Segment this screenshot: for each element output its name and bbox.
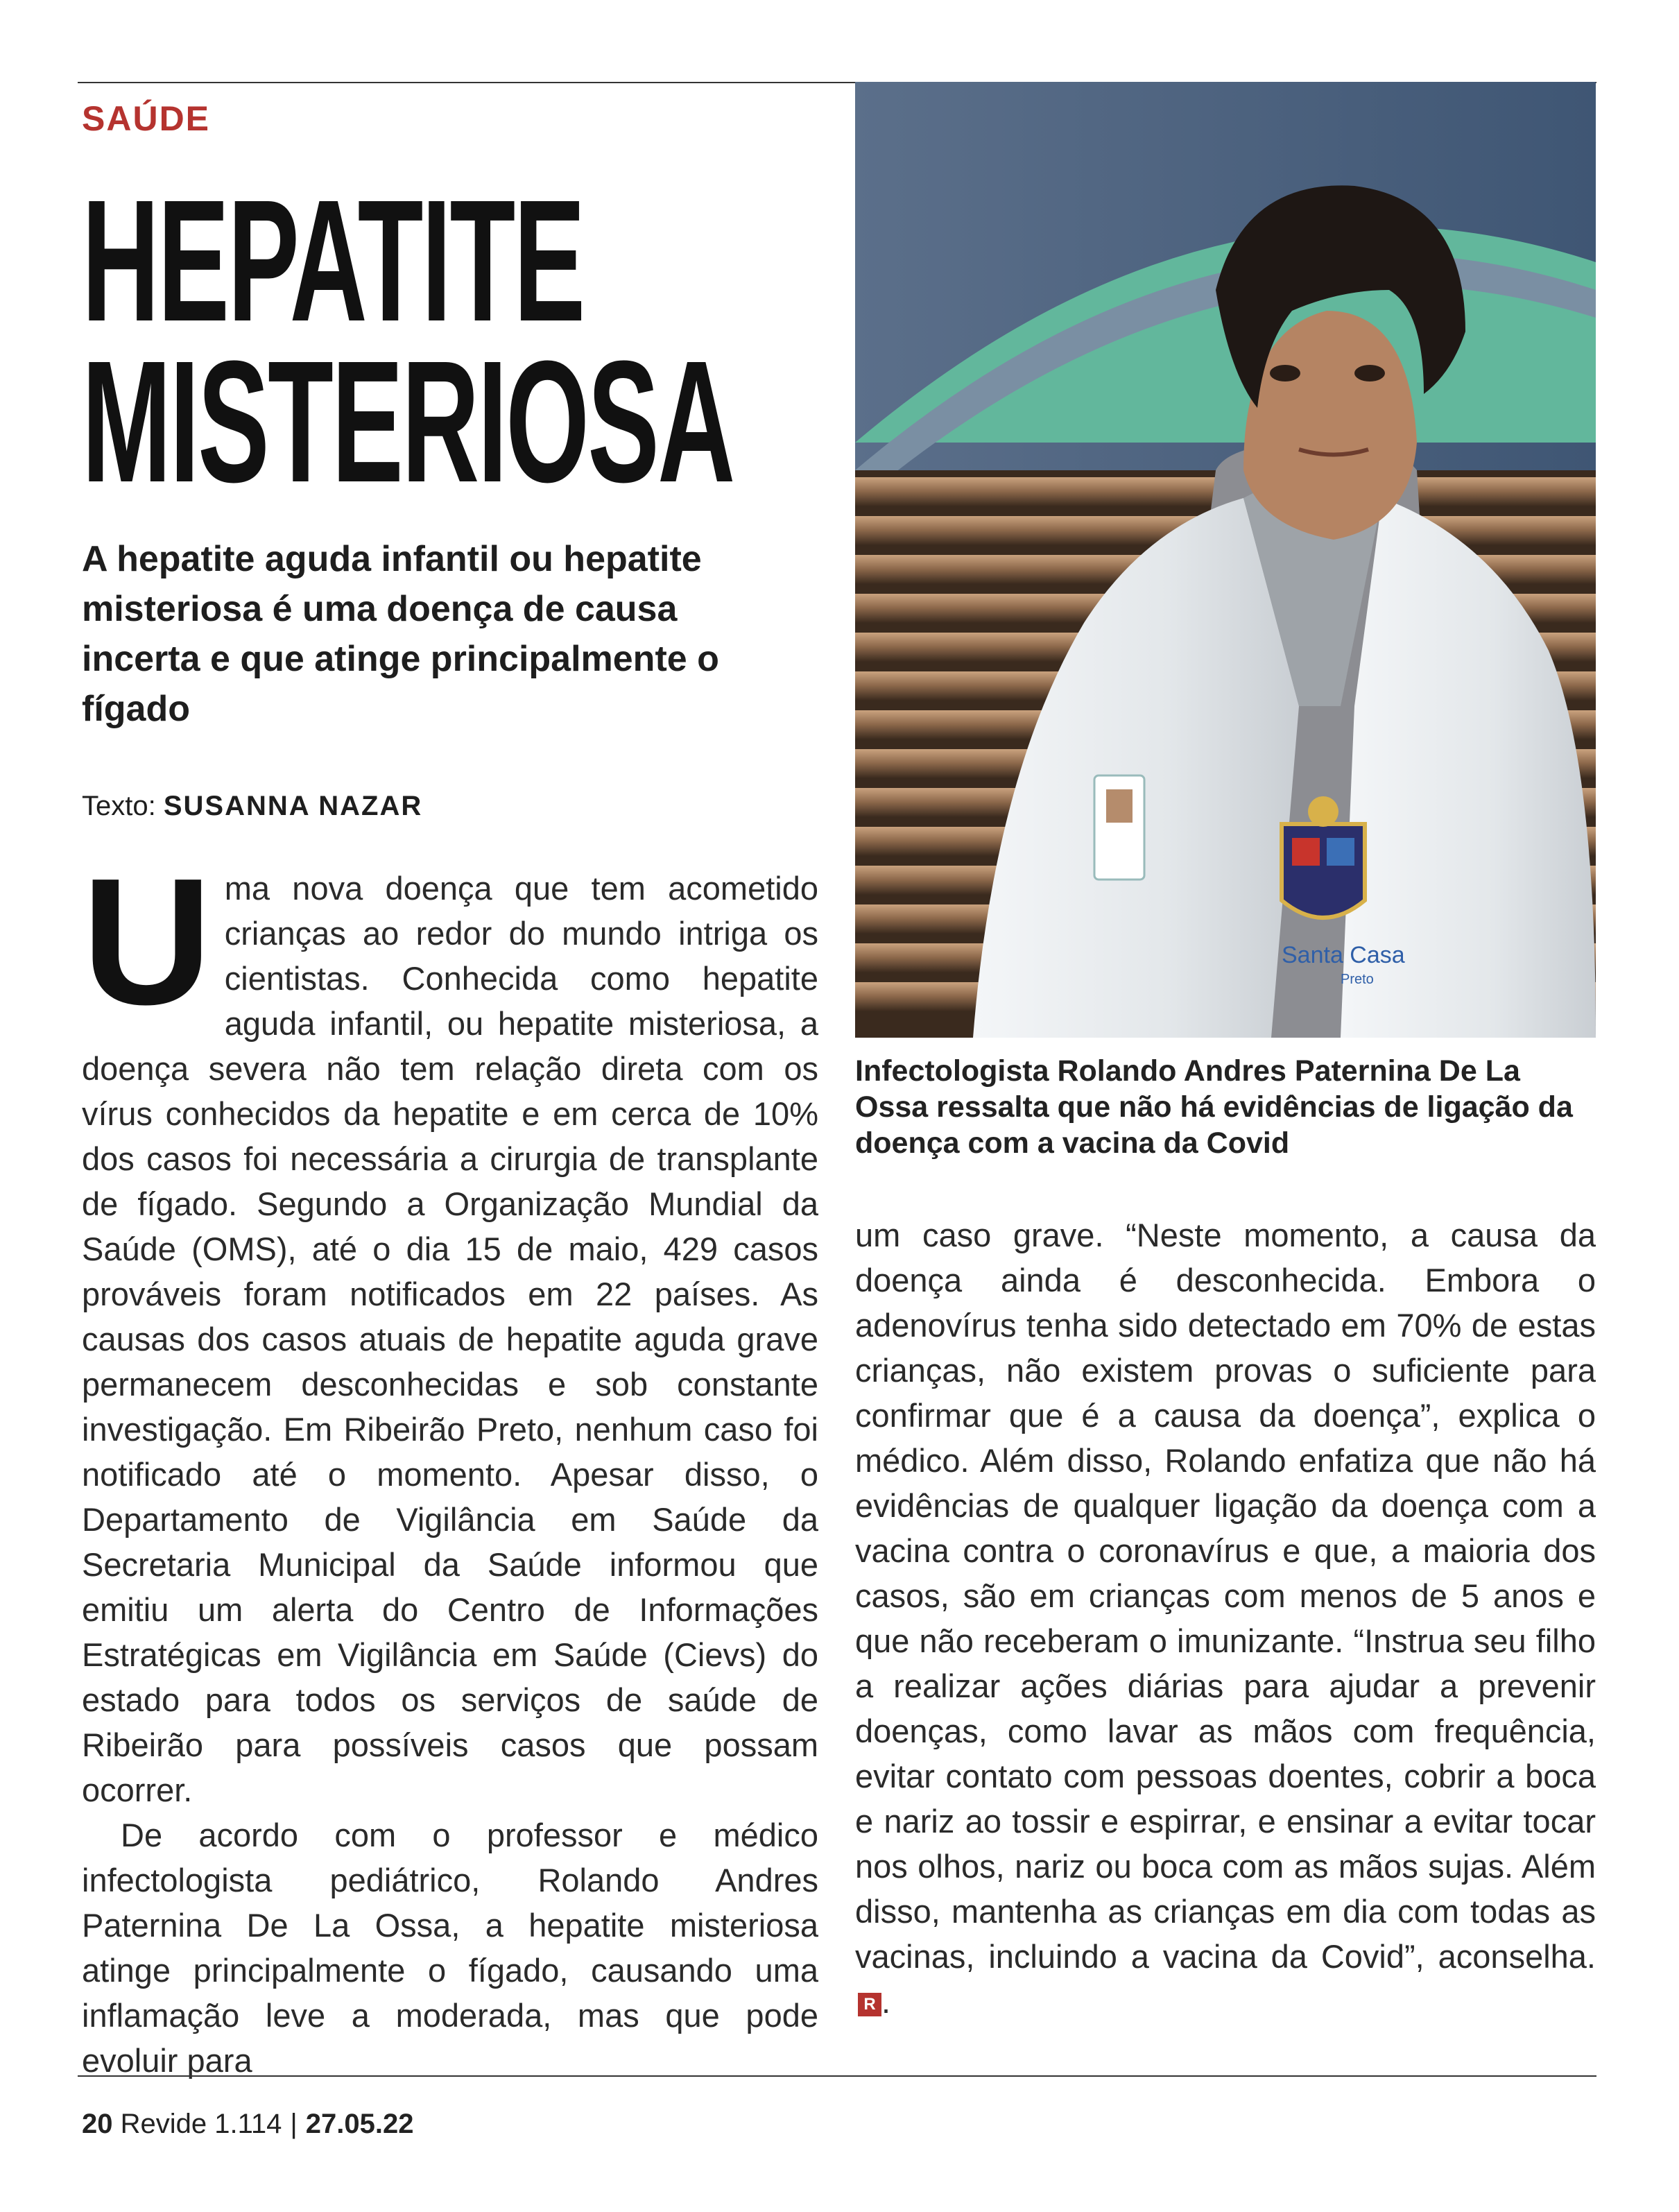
- headline-line-1: HEPATITE: [82, 164, 584, 357]
- magazine-issue: Revide 1.114: [120, 2109, 282, 2139]
- badge-logo-sub: Preto: [1341, 972, 1374, 987]
- body-paragraph-2: De acordo com o professor e médico infectologista pediátrico, Rolando Andres Paternina De La Ossa, a hepatite misteriosa atinge principalmente o fígado, causando uma inflamação leve a moderada, mas que pode evoluir para: [82, 1817, 818, 2079]
- issue-date: 27.05.22: [305, 2109, 414, 2139]
- drop-cap: U: [82, 841, 212, 1043]
- section-label: SAÚDE: [82, 99, 211, 138]
- badge-logo-text: Santa Casa: [1282, 942, 1405, 968]
- end-punctuation: .: [881, 1983, 891, 2020]
- photo-caption: Infectologista Rolando Andres Paternina De La Ossa ressalta que não há evidências de ligação da doença com a vacina da Covid: [855, 1054, 1573, 1160]
- folio: [82, 2109, 413, 2140]
- headline: [82, 164, 845, 518]
- byline-label: Texto:: [82, 791, 156, 821]
- byline-author: SUSANNA NAZAR: [163, 791, 423, 821]
- page-number: 20: [82, 2109, 113, 2139]
- standfirst: A hepatite aguda infantil ou hepatite misteriosa é uma doença de causa incerta e que atinge principalmente o fígado: [82, 539, 719, 729]
- end-mark: R: [858, 1993, 881, 2016]
- body-paragraph-1: ma nova doença que tem acometido crianças ao redor do mundo intriga os cientistas. Conhecida como hepatite aguda infantil, ou hepatite misteriosa, a doença severa não tem relação direta com os vírus conhecidos da hepatite e em cerca de 10% dos casos foi necessária a cirurgia de transplante de fígado. Segundo a Organização Mundial da Saúde (OMS), até o dia 15 de maio, 429 casos prováveis foram notificados em 22 países. As causas dos casos atuais de hepatite aguda grave permanecem desconhecidas e sob constante investigação. Em Ribeirão Preto, nenhum caso foi notificado até o momento. Apesar disso, o Departamento de Vigilância em Saúde da Secretaria Municipal da Saúde informou que emitiu um alerta do Centro de Informações Estratégicas em Vigilância em Saúde (Cievs) do estado para todos os serviços de saúde de Ribeirão para possíveis casos que possam ocorrer.: [82, 870, 818, 1808]
- body-column-right: [855, 1212, 1596, 2024]
- portrait-photo: [855, 82, 1596, 1038]
- body-column-left: [82, 841, 818, 2083]
- bottom-rule: [78, 2075, 1596, 2077]
- byline: [82, 791, 422, 822]
- headline-line-2: MISTERIOSA: [82, 325, 734, 518]
- body-paragraph-3: um caso grave. “Neste momento, a causa da doença ainda é desconhecida. Embora o adenovírus tenha sido detectado em 70% de estas crianças, não existem provas o suficiente para confirmar que é a causa da doença”, explica o médico. Além disso, Rolando enfatiza que não há evidências de qualquer ligação da doença com a vacina contra o coronavírus e que, a maioria dos casos, são em crianças com menos de 5 anos e que não receberam o imunizante. “Instrua seu filho a realizar ações diárias para ajudar a prevenir doenças, como lavar as mãos com frequência, evitar contato com pessoas doentes, cobrir a boca e nariz ao tossir e espirrar, e ensinar a evitar tocar nos olhos, nariz ou boca com as mãos sujas. Além disso, mantenha as crianças em dia com todas as vacinas, incluindo a vacina da Covid”, aconselha.: [855, 1217, 1596, 1975]
- folio-separator: |: [290, 2109, 298, 2139]
